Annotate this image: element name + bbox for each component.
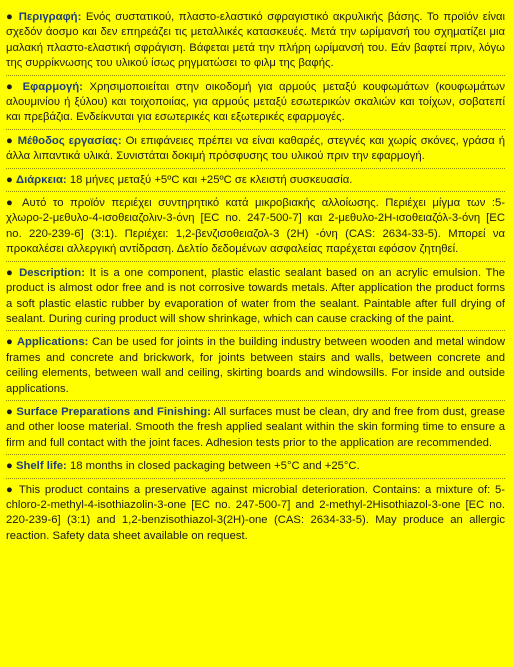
section-description-en [6,266,505,332]
section-preservative-en [6,483,505,548]
section-heading: Applications: [16,336,89,349]
section-shelf-life-el [6,173,505,192]
section-heading: Description: [19,266,85,279]
section-text: Οι επιφάνειες πρέπει να είναι καθαρές, στεγνές και χωρίς σκόνες, γράσα ή άλλα λιπαντικά υλικά. Συνιστάται δοκιμή πρόσφυσης του υλικού πριν την εφαρμογή. [6,134,505,163]
section-text: This product contains a preservative against microbial deterioration. Contains: a mixture of: 5-chloro-2-methyl-4-isothiazolin-3-one [EC no. 247-500-7] and 2-methyl-2Hisothiazol-3-one [EC no. 220-239-6] (3:1) and 1,2-benzisothiazol-3(2H)-one (CAS: 2634-33-5). May produce an allergic reaction. Safety data sheet available on request. [6,483,505,542]
bullet-icon: ● [6,483,15,496]
section-application-el [6,80,505,130]
bullet-icon: ● [6,460,13,473]
section-text: Ενός συστατικού, πλαστο-ελαστικό σφραγιστικό ακρυλικής βάσης. Το προϊόν είναι σχεδόν άοσμο και δεν επηρεάζει τις μεταλλικές κατασκευές. Μετά την ωρίμανσή του σχηματίζει μια μαλακή πλαστο-ελαστική σφράγιση. Βάφεται μετά την πλήρη ωρίμανσή του. Εάν βαφτεί πριν, λόγω της συρρίκνωσης του υλικού ίσως ρηγματώσει το φιλμ της βαφής. [6,11,506,70]
section-preservative-el [6,196,505,262]
section-heading: Διάρκεια: [15,173,67,186]
section-text: Αυτό το προϊόν περιέχει συντηρητικό κατά μικροβιακής αλλοίωσης. Περιέχει μίγμα των :5-χλωρο-2-μεθυλο-4-ισοθειαζολιν-3-όνη [EC no. 247-500-7] και 2-μεθυλο-2Η-ισοθειαζόλ-3-όνη [EC no. 220-239-6] (3:1). Περιέχει: 1,2-βενζισοθειαζολ-3 (2Η) -όνη (CAS: 2634-33-5). Μπορεί να προκαλέσει αλλεργική αντίδραση. Δελτίο δεδομένων ασφαλείας παρέχεται εφόσον ζητηθεί. [6,197,505,256]
bullet-icon: ● [6,336,14,349]
section-heading: Shelf life: [15,460,67,473]
bullet-icon: ● [6,197,17,210]
section-text: 18 months in closed packaging between +5°C and +25°C. [69,460,360,473]
section-text: It is a one component, plastic elastic sealant based on an acrylic emulsion. The product is almost odor free and is not corrosive towards metals. After application the product forms a soft plastic elastic rubber by evaporation of water from the sealant. Paintable after full drying of sealant. During curing product will show shrinkage, which can cause cracking of the paint. [6,266,506,325]
section-heading: Μέθοδος εργασίας: [17,134,122,147]
section-surface-prep-en [6,405,505,455]
section-heading: Surface Preparations and Finishing: [16,405,211,418]
bullet-icon: ● [6,80,17,93]
bullet-icon: ● [6,134,14,147]
section-shelf-life-en [6,459,505,478]
section-heading: Εφαρμογή: [22,80,83,93]
section-text: 18 μήνες μεταξύ +5ºC και +25ºC σε κλειστή συσκευασία. [69,173,353,186]
section-method-el [6,134,505,169]
section-description-el [6,10,505,76]
bullet-icon: ● [6,11,15,23]
section-applications-en [6,335,505,401]
bullet-icon: ● [6,173,13,186]
bullet-icon: ● [6,266,15,279]
bullet-icon: ● [6,405,14,418]
section-text: Χρησιμοποιείται στην οικοδομή για αρμούς μεταξύ κουφωμάτων (κουφωμάτων αλουμινίου ή ξύλου) και τοιχοποιίας, για αρμούς μεταξύ εσωτερικών σκαλιών και τοίχων, σοβατεπί και πρεβάζια. Ενδείκνυται για εσωτερικές και εξωτερικές εφαρμογές. [6,80,506,124]
section-text: All surfaces must be clean, dry and free from dust, grease and other loose material. Smooth the fresh applied sealant within the skin forming time to ensure a firm and full contact with the joint faces. Adhesion tests prior to the application are recommended. [6,405,506,449]
section-heading: Περιγραφή: [18,11,82,23]
section-text: Can be used for joints in the building industry between wooden and metal window frames and concrete and brickwork, for joints between stairs and walls, between concrete and ceiling elements, between wall and ceiling, skirting boards and windowsills. For inside and outside applications. [6,336,505,395]
